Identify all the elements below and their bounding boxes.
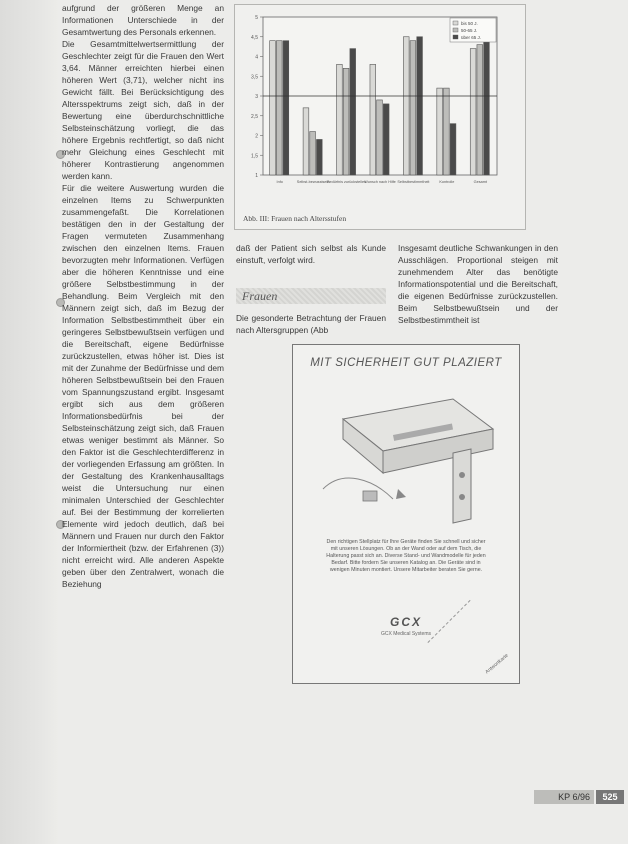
figure-bar-chart — [234, 4, 526, 230]
ad-device-illustration — [303, 379, 509, 529]
bar-chart-svg — [235, 5, 525, 205]
y-tick-label: 1 — [255, 173, 258, 179]
bar — [350, 49, 356, 175]
bar — [470, 49, 476, 175]
bar — [410, 41, 416, 175]
paragraph-3: Für die weitere Auswertung wurden die einzelnen Items zu Schwerpunkten zusammengefaßt. Die Korrelationen bestätigen den in der Gestaltung der Fragen vermuteten Zusammenhang zwischen den einzelnen Items. Frauen bevorzugten mehr Informationen. Verfügen aber die höheren Kenntnisse und eine größere Selbstbestimmung in der Behandlung. Beim Vergleich mit den Männern zeigt sich, daß im Bezug der Information Selbstbestimmtheit über ein geringeres Selbstbewußtsein verfügen und die Bereitschaft, eigene Bedürfnisse zurückzustellen, etwas höher ist. Dies ist mit der Zunahme der Bedürfnisse und dem höheren Selbstbewußtsein bei den Frauen vom Spannungszustand ergibt. Insgesamt ergibt sich aus dem größeren Informationsbedürfnis bei der Selbsteinschätzung zeigt sich, daß Frauen etwas weniger bestimmt als Männer. So den Faktor ist die Geschlechterdifferenz in der vorliegenden Erfassung am größten. In der Gestaltung des Krankenhausalltags weist die Untersuchung nur einen minimalen Unterschied der Geschlechter auf. Bei der Bestimmung der korrelierten Elemente wird jedoch deutlich, daß bei Männern und Frauen nur durch den Faktor der Informiertheit (bzw. der Erfahrenen (3)) nicht erreicht wird. Alle anderen Aspekte geben über den Zentralwert, wonach die Beziehung — [62, 183, 224, 589]
bar — [477, 45, 483, 175]
legend-label: bis 50 J. — [461, 21, 478, 26]
y-tick-label: 3 — [255, 94, 258, 100]
legend-swatch — [453, 21, 458, 25]
ad-body-text: Den richtigen Stellplatz für Ihre Geräte finden Sie schnell und sicher mit unseren Lösungen. Ob an der Wand oder auf dem Tisch, die Halterung passt sich an. Diverse Stand- und Wandmodelle für jeden Bedarf. Bitte fordern Sie unseren Katalog an. Die Geräte sind in wenigen Minuten montiert. Unsere Mitarbeiter beraten Sie gerne. — [326, 539, 486, 573]
y-tick-label: 4,5 — [251, 34, 258, 41]
bar — [450, 124, 456, 175]
middle-text-top — [236, 242, 386, 266]
legend-label: 50-65 J. — [461, 28, 478, 33]
ad-coupon-label: Antwortkarte — [484, 652, 510, 676]
bar — [343, 68, 349, 175]
paragraph-2: Die Gesamtmittelwertsermittlung der Geschlechter zeigt für die Frauen den Wert 3,64. Männer erreichten hierbei einen höheren Wert (3,71), welcher nicht ins Gewicht fällt. Bei Berücksichtigung des Altersspektrums zeigt sich, daß in der Bewertung eine überdurchschnittliche Selbsteinschätzung vorliegt, die das höhere Ergebnis rechtfertigt, so daß nicht mehr Gleichung eines Geschlecht mit höherer Kontrastierung angenommen werden kann. — [62, 39, 224, 181]
bar — [437, 88, 443, 175]
middle-paragraph-top: daß der Patient sich selbst als Kunde einstuft, verfolgt wird. — [236, 243, 386, 265]
ad-cut-line — [427, 600, 513, 686]
bar — [276, 41, 282, 175]
bar — [270, 41, 276, 175]
legend-label: über 65 J. — [461, 35, 482, 40]
bar — [316, 139, 322, 175]
bar — [484, 41, 490, 175]
y-tick-label: 2,5 — [251, 113, 258, 120]
x-tick-label: Kontrolle — [439, 180, 455, 184]
right-text-column — [398, 242, 558, 326]
bar — [283, 41, 289, 175]
x-tick-label: Wunsch nach Hilfe — [364, 180, 396, 184]
bar — [310, 132, 316, 175]
section-heading — [236, 288, 386, 304]
figure-caption: Abb. III: Frauen nach Altersstufen — [243, 214, 347, 223]
bar — [417, 37, 423, 175]
bar — [444, 88, 450, 175]
left-text-column — [62, 2, 224, 590]
ad-company: GCX Medical Systems — [380, 631, 431, 637]
y-tick-label: 3,5 — [251, 74, 258, 81]
bar — [370, 64, 376, 175]
y-tick-label: 5 — [255, 15, 258, 21]
page-number: 525 — [596, 790, 624, 804]
previous-page-margin — [0, 0, 58, 844]
ad-headline: MIT SICHERHEIT GUT PLAZIERT — [310, 357, 502, 369]
bar — [303, 108, 309, 175]
bar — [383, 104, 389, 175]
bar — [337, 64, 343, 175]
legend-swatch — [453, 35, 458, 39]
bar — [377, 100, 383, 175]
y-tick-label: 2 — [255, 133, 258, 140]
paragraph-1: aufgrund der größeren Menge an Informationen Unterschiede in der Gesamtwertung des Personals erkennen. — [62, 3, 224, 37]
right-paragraph: Insgesamt deutliche Schwankungen in den Ausschlägen. Proportional steigen mit zunehmendem Alter das benötigte Informationspotential und die Bereitschaft, die eigenen Bedürfnisse zurückzustellen. Beim Selbstbewußtsein und der Selbstbestimmtheit ist — [398, 243, 558, 325]
section-heading-text: Frauen — [242, 289, 278, 303]
middle-text-body — [236, 312, 386, 336]
x-tick-label: Bedürfnis zurückstellen — [326, 180, 367, 184]
x-tick-label: Selbst-bewusstsein — [296, 180, 330, 184]
legend-swatch — [453, 28, 458, 32]
x-tick-label: Info — [276, 180, 283, 184]
ad-logo: GCX — [389, 615, 422, 629]
y-tick-label: 4 — [255, 54, 258, 61]
x-tick-label: Selbstbestimmtheit — [397, 180, 430, 184]
x-tick-label: Gesamt — [473, 180, 487, 184]
bar — [403, 37, 409, 175]
issue-label: KP 6/96 — [534, 790, 594, 804]
middle-paragraph-body: Die gesonderte Betrachtung der Frauen nach Altersgruppen (Abb — [236, 313, 386, 335]
y-tick-label: 1,5 — [251, 153, 258, 160]
advertisement — [292, 344, 520, 684]
